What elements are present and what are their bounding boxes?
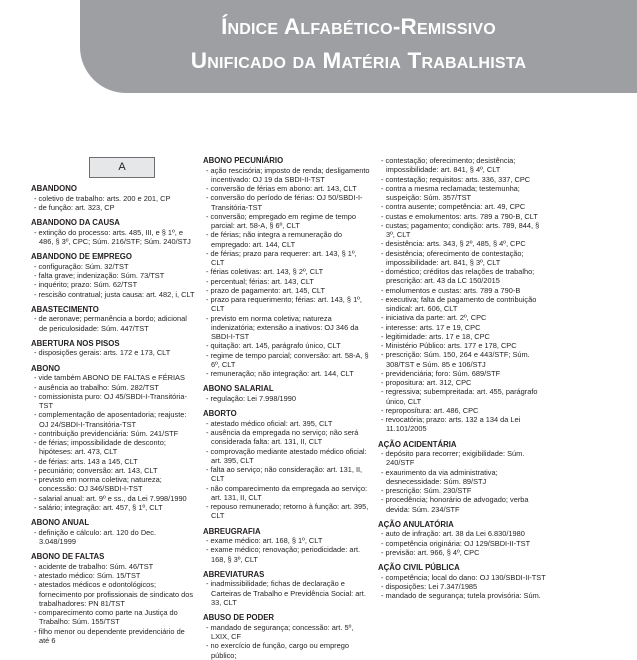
index-entry: - regulação: Lei 7.998/1990	[203, 394, 371, 403]
index-entry: - emolumentos e custas: arts. 789 a 790-B	[378, 286, 550, 295]
index-entry: - previsto em norma coletiva; natureza indenizatória; extensão a inativos: OJ 346 da SBDI-I-TST	[203, 314, 371, 342]
index-entry: - salarial anual: art. 9º e ss., da Lei 7.998/1990	[31, 494, 195, 503]
index-entry: - iniciativa da parte: art. 2º, CPC	[378, 313, 550, 322]
index-entry: - exame médico: art. 168, § 1º, CLT	[203, 536, 371, 545]
index-entry: - de aeronave; permanência a bordo; adicional de periculosidade: Súm. 447/TST	[31, 314, 195, 333]
index-entry: - desistência; oferecimento de contestação; impossibilidade: art. 841, § 3º, CLT	[378, 249, 550, 268]
title-banner	[80, 0, 637, 93]
index-entry: - custas; pagamento; condição: arts. 789, 844, § 3º, CLT	[378, 221, 550, 240]
index-heading: ABERTURA NOS PISOS	[31, 338, 120, 348]
index-entry: - previsto em norma coletiva; natureza; concessão: OJ 346/SBDI-I-TST	[31, 475, 195, 494]
index-entry: - de férias; não integra a remuneração do empregado: art. 144, CLT	[203, 230, 371, 249]
index-entry: - rescisão contratual; justa causa: art. 482, i, CLT	[31, 290, 195, 299]
index-entry: - falta grave; indenização: Súm. 73/TST	[31, 271, 195, 280]
index-heading: AÇÃO ANULATÓRIA	[378, 519, 454, 529]
index-heading: ABONO SALARIAL	[203, 384, 274, 394]
index-entry: - previdenciária; foro: Súm. 689/STF	[378, 369, 550, 378]
index-entry: - coletivo de trabalho: arts. 200 e 201, CP	[31, 194, 195, 203]
index-heading: ABREVIATURAS	[203, 569, 265, 579]
index-entry: - férias coletivas: art. 143, § 2º, CLT	[203, 267, 371, 276]
index-entry: - falta ao serviço; não consideração: art. 131, II, CLT	[203, 465, 371, 484]
index-entry: - reproposítura: art. 486, CPC	[378, 406, 550, 415]
index-entry: - de férias; impossibilidade de desconto; hipóteses: art. 473, CLT	[31, 438, 195, 457]
index-entry: - extinção do processo: arts. 485, III, e § 1º, e 486, § 3º, CPC; Súm. 216/STF; Súm. 240/STJ	[31, 228, 195, 247]
index-entry: - procedência; honorário de advogado; verba devida: Súm. 234/STF	[378, 495, 550, 514]
index-entry: - de função: art. 323, CP	[31, 203, 195, 212]
index-heading: ABONO DE FALTAS	[31, 552, 105, 562]
index-entry: - ausência da empregada no serviço; não será considerada falta: art. 131, II, CLT	[203, 428, 371, 447]
index-entry: - conversão de férias em abono: art. 143, CLT	[203, 184, 371, 193]
index-heading: ABANDONO	[31, 184, 77, 193]
index-column-1	[31, 184, 195, 645]
index-entry: - depósito para recorrer; exigibilidade: Súm. 240/STF	[378, 449, 550, 468]
index-entry: - exaurimento da via administrativa; desnecessidade: Súm. 89/STJ	[378, 468, 550, 487]
index-heading: ABUSO DE PODER	[203, 613, 275, 623]
index-entry: - pecuniário; conversão: art. 143, CLT	[31, 466, 195, 475]
index-entry: - filho menor ou dependente previdenciário de até 6	[31, 627, 195, 646]
index-entry: - complementação de aposentadoria; reajuste: OJ 24/SBDI-I-Transitória-TST	[31, 410, 195, 429]
index-entry: - exame médico; renovação; periodicidade: art. 168, § 3º, CLT	[203, 545, 371, 564]
index-heading: AÇÃO CIVIL PÚBLICA	[378, 563, 460, 573]
index-column-3	[378, 156, 550, 601]
index-entry: - salário; integração: art. 457, § 1º, CLT	[31, 503, 195, 512]
index-entry: - percentual; férias: art. 143, CLT	[203, 277, 371, 286]
index-entry: - inquérito; prazo: Súm. 62/TST	[31, 280, 195, 289]
index-entry: - competência originária: OJ 129/SBDI-II-TST	[378, 539, 550, 548]
index-entry: - não comparecimento da empregada ao serviço: art. 131, II, CLT	[203, 484, 371, 503]
index-entry: - atestados médicos e odontológicos; fornecimento por profissionais de sindicato dos trabalhadores: PN 81/TST	[31, 580, 195, 608]
index-entry: - mandado de segurança; concessão: art. 5º, LXIX, CF	[203, 623, 371, 642]
index-entry: - auto de infração: art. 38 da Lei 6.830/1980	[378, 529, 550, 538]
index-heading: ABONO ANUAL	[31, 518, 90, 528]
index-heading: ABONO	[31, 363, 61, 373]
index-entry: - comprovação mediante atestado médico oficial: art. 395, CLT	[203, 447, 371, 466]
index-heading: ABREUGRAFIA	[203, 526, 261, 536]
index-entry: - no exercício de função, cargo ou emprego público;	[203, 641, 371, 660]
index-entry: - contribuição previdenciária: Súm. 241/STF	[31, 429, 195, 438]
index-entry: - remuneração; não integração: art. 144, CLT	[203, 369, 371, 378]
index-entry: - de férias; prazo para requerer: art. 143, § 1º, CLT	[203, 249, 371, 268]
index-entry: - desistência: arts. 343, § 2º, 485, § 4º, CPC	[378, 239, 550, 248]
page-title-line2: Unificado da Matéria Trabalhista	[190, 48, 527, 73]
index-entry: - comparecimento como parte na Justiça do Trabalho: Súm. 155/TST	[31, 608, 195, 627]
index-entry: - prescrição: Súm. 230/STF	[378, 486, 550, 495]
index-heading: ABORTO	[203, 409, 237, 419]
index-entry: - regressiva; subempreitada: art. 455, parágrafo único, CLT	[378, 387, 550, 406]
index-column-2	[203, 156, 371, 660]
index-entry: - competência; local do dano: OJ 130/SBDI-II-TST	[378, 573, 550, 582]
index-entry: - atestado médico: Súm. 15/TST	[31, 571, 195, 580]
section-letter-box: A	[89, 157, 155, 178]
index-entry: - contestação; requisitos: arts. 336, 337, CPC	[378, 175, 550, 184]
index-entry: - ausência ao trabalho: Súm. 282/TST	[31, 383, 195, 392]
index-heading: ABASTECIMENTO	[31, 304, 99, 314]
index-entry: - vide também ABONO DE FALTAS e FÉRIAS	[31, 373, 195, 382]
page-title-line1: Índice Alfabético-Remissivo	[221, 14, 496, 39]
index-entry: - revocatória; prazo: arts. 132 a 134 da Lei 11.101/2005	[378, 415, 550, 434]
index-entry: - doméstico; créditos das relações de trabalho; prescrição: art. 43 da LC 150/2015	[378, 267, 550, 286]
index-entry: - atestado médico oficial: art. 395, CLT	[203, 419, 371, 428]
index-heading: ABANDONO DE EMPREGO	[31, 252, 132, 262]
index-heading: ABANDONO DA CAUSA	[31, 218, 120, 228]
index-entry: - contra a mesma reclamada; testemunha; suspeição: Súm. 357/TST	[378, 184, 550, 203]
index-entry: - propositura: art. 312, CPC	[378, 378, 550, 387]
index-entry: - definição e cálculo: art. 120 do Dec. 3.048/1999	[31, 528, 195, 547]
index-entry: - configuração: Súm. 32/TST	[31, 262, 195, 271]
index-entry: - prazo de pagamento: art. 145, CLT	[203, 286, 371, 295]
index-entry: - Ministério Público: arts. 177 e 178, CPC	[378, 341, 550, 350]
index-entry: - conversão; empregado em regime de tempo parcial: art. 58-A, § 6º, CLT	[203, 212, 371, 231]
index-entry: - de férias: arts. 143 a 145, CLT	[31, 457, 195, 466]
index-entry: - prazo para requerimento; férias: art. 143, § 1º, CLT	[203, 295, 371, 314]
index-entry: - disposições: Lei 7.347/1985	[378, 582, 550, 591]
index-entry: - custas e emolumentos: arts. 789 a 790-B, CLT	[378, 212, 550, 221]
index-entry: - mandado de segurança; tutela provisória: Súm.	[378, 591, 550, 600]
index-entry: - prescrição: Súm. 150, 264 e 443/STF; Súm. 308/TST e Súm. 85 e 106/STJ	[378, 350, 550, 369]
index-entry: - disposições gerais: arts. 172 e 173, CLT	[31, 348, 195, 357]
index-entry: - previsão: art. 966, § 4º, CPC	[378, 548, 550, 557]
index-entry: - conversão do período de férias: OJ 50/SBDI-I-Transitória-TST	[203, 193, 371, 212]
index-heading: ABONO PECUNIÁRIO	[203, 156, 284, 165]
index-heading: AÇÃO ACIDENTÁRIA	[378, 439, 457, 449]
index-entry: - ação rescisória; imposto de renda; desligamento incentivado: OJ 19 da SBDI-II-TST	[203, 166, 371, 185]
index-entry: - regime de tempo parcial; conversão: art. 58-A, § 6º, CLT	[203, 351, 371, 370]
index-entry: - comissionista puro: OJ 45/SBDI-I-Transitória-TST	[31, 392, 195, 411]
index-entry: - executiva; falta de pagamento de contribuição sindical: art. 606, CLT	[378, 295, 550, 314]
index-entry: - inadmissibilidade; fichas de declaração e Carteiras de Trabalho e Previdência Social: art. 33, CLT	[203, 579, 371, 607]
index-entry: - quitação: art. 145, parágrafo único, CLT	[203, 341, 371, 350]
index-entry: - acidente de trabalho: Súm. 46/TST	[31, 562, 195, 571]
index-entry: - interesse: arts. 17 e 19, CPC	[378, 323, 550, 332]
index-entry: - legitimidade: arts. 17 e 18, CPC	[378, 332, 550, 341]
index-entry: - contra ausente; competência: art. 49, CPC	[378, 202, 550, 211]
index-entry: - contestação; oferecimento; desistência; impossibilidade: art. 841, § 4º, CLT	[378, 156, 550, 175]
index-entry: - repouso remunerado; retorno à função: art. 395, CLT	[203, 502, 371, 521]
